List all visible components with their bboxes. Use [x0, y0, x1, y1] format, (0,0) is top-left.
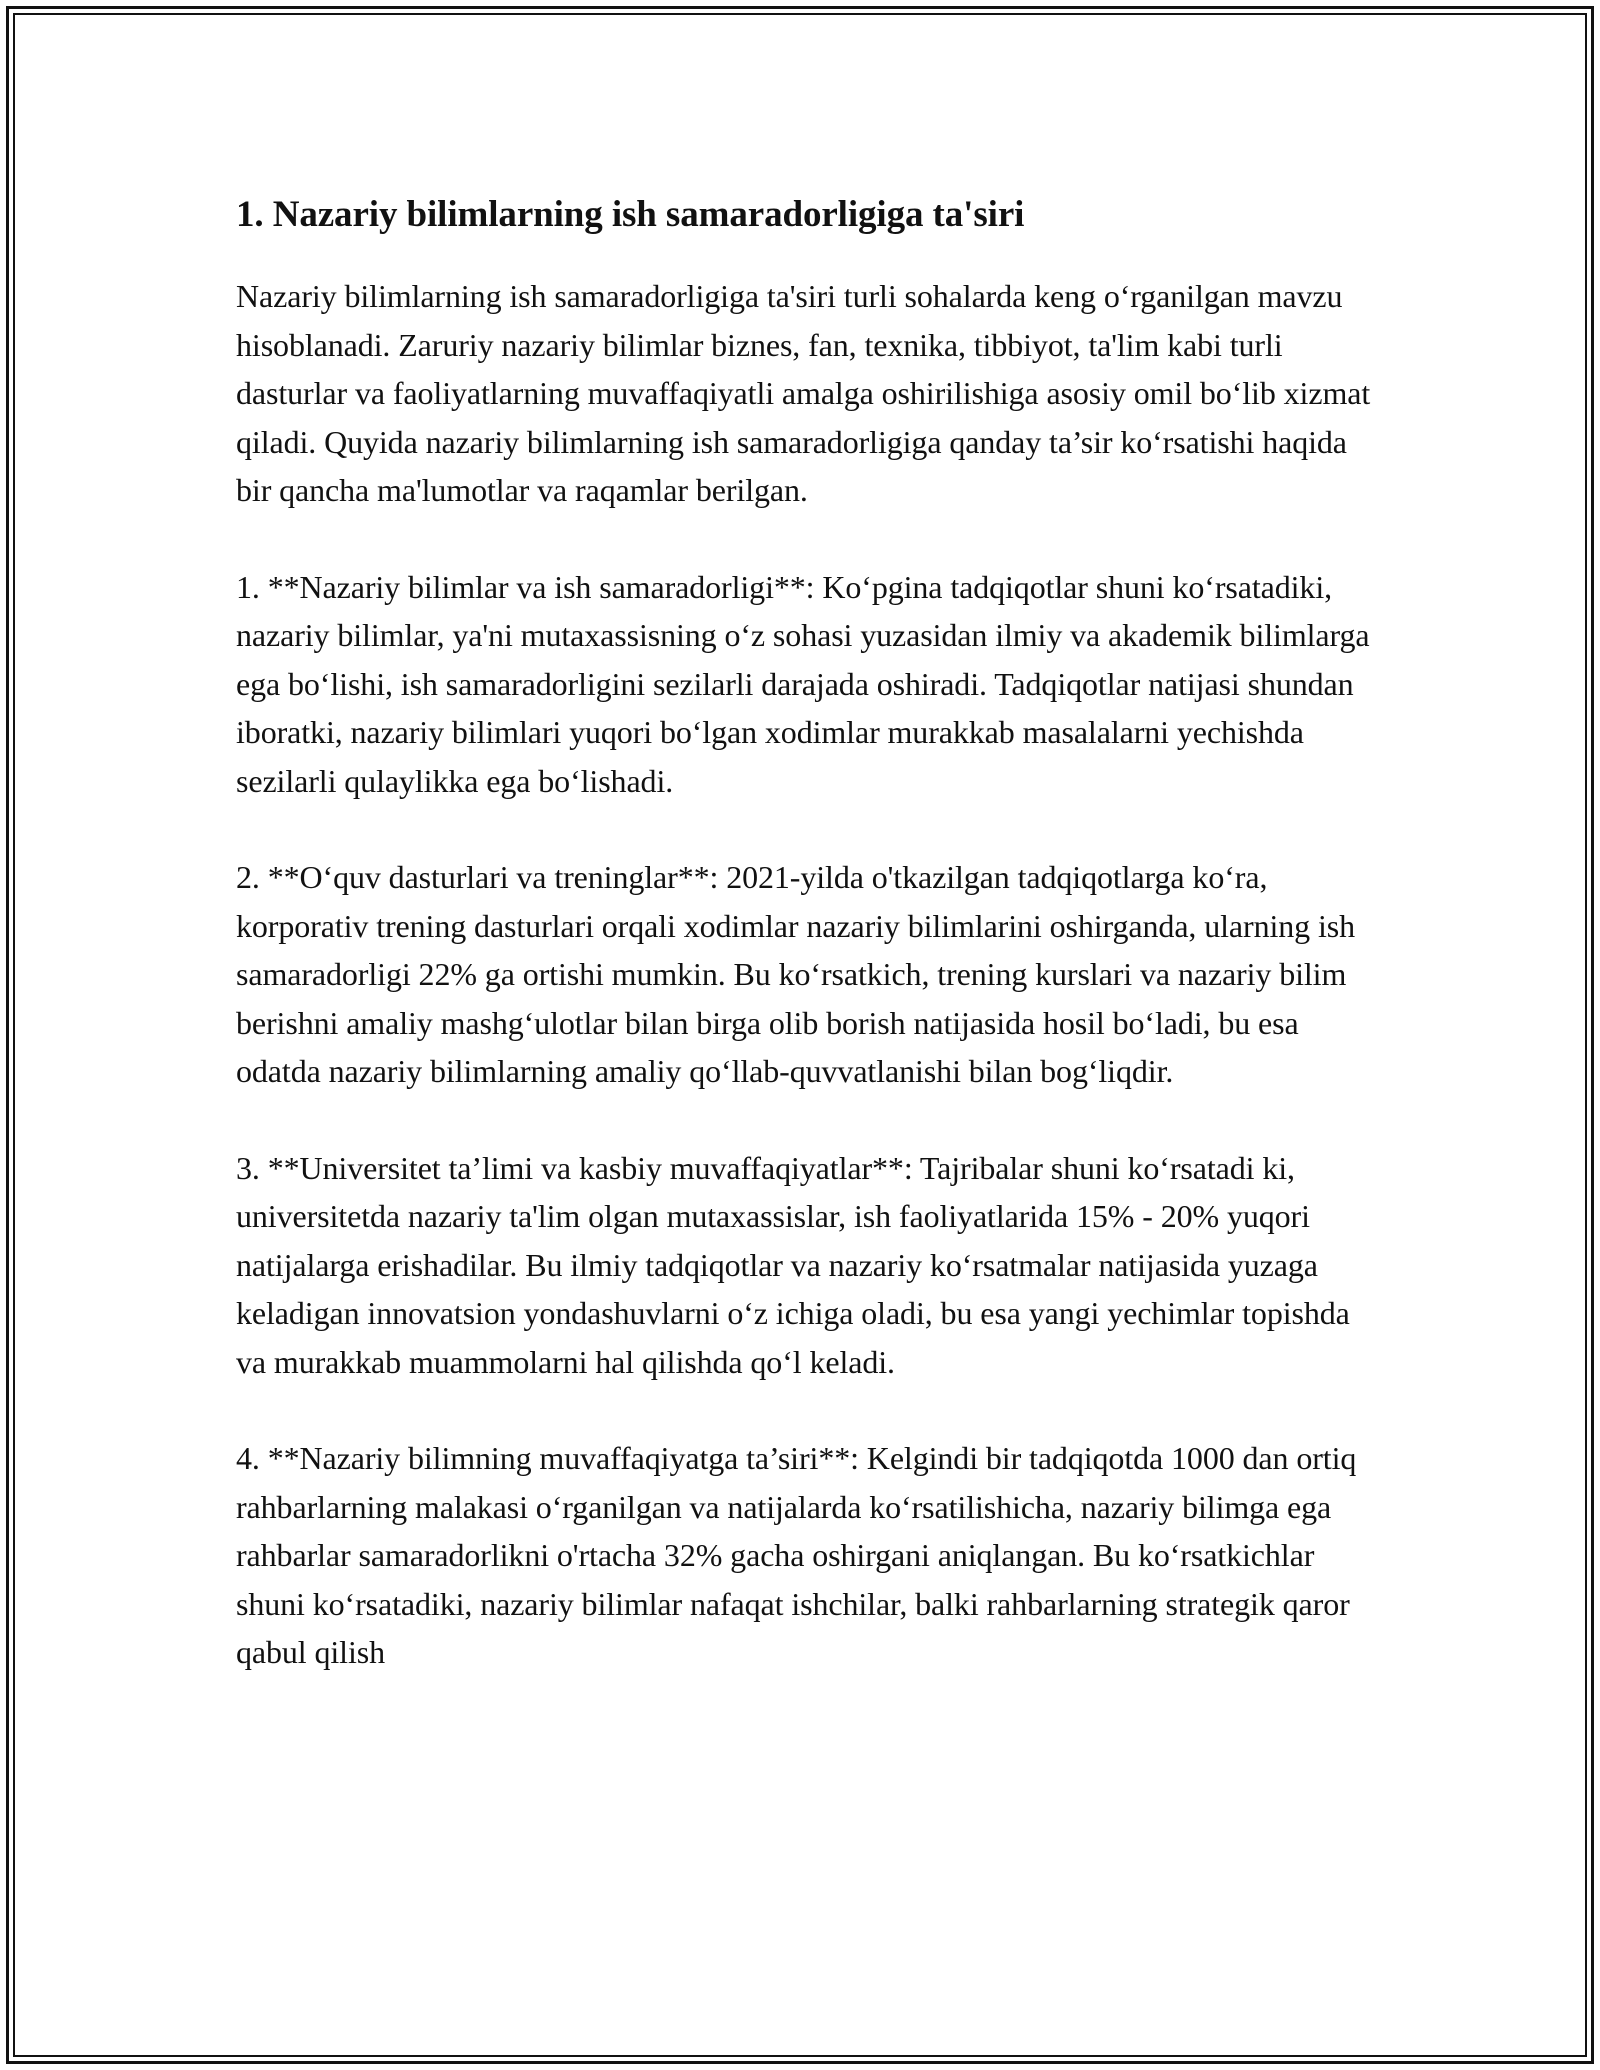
paragraph-point-2: 2. **O‘quv dasturlari va treninglar**: 2021-yilda o'tkazilgan tadqiqotlarga ko‘ra, korporativ trening dasturlari orqali xodimlar nazariy bilimlarini oshirganda, ularning ish samaradorligi 22% ga ortishi mumkin. Bu ko‘rsatkich, trening kurslari va nazariy bilim berishni amaliy mashg‘ulotlar bilan birga olib borish natijasida hosil bo‘ladi, bu esa odatda nazariy bilimlarning amaliy qo‘llab-quvvatlanishi bilan bog‘liqdir. — [236, 859, 1356, 1089]
section-heading: 1. Nazariy bilimlarning ish samaradorligiga ta'siri — [236, 194, 1025, 235]
document-body — [236, 188, 1376, 1677]
paragraph-intro: Nazariy bilimlarning ish samaradorligiga ta'siri turli sohalarda keng o‘rganilgan mavzu hisoblanadi. Zaruriy nazariy bilimlar biznes, fan, texnika, tibbiyot, ta'lim kabi turli dasturlar va faoliyatlarning muvaffaqiyatli amalga oshirilishiga asosiy omil bo‘lib xizmat qiladi. Quyida nazariy bilimlarning ish samaradorligiga qanday ta’sir ko‘rsatishi haqida bir qancha ma'lumotlar va raqamlar berilgan. — [236, 278, 1371, 508]
paragraph-point-1: 1. **Nazariy bilimlar va ish samaradorligi**: Ko‘pgina tadqiqotlar shuni ko‘rsatadiki, nazariy bilimlar, ya'ni mutaxassisning o‘z sohasi yuzasidan ilmiy va akademik bilimlarga ega bo‘lishi, ish samaradorligini sezilarli darajada oshiradi. Tadqiqotlar natijasi shundan iboratki, nazariy bilimlari yuqori bo‘lgan xodimlar murakkab masalalarni yechishda sezilarli qulaylikka ega bo‘lishadi. — [236, 568, 1370, 799]
paragraph-point-3: 3. **Universitet ta’limi va kasbiy muvaffaqiyatlar**: Tajribalar shuni ko‘rsatadi ki, universitetda nazariy ta'lim olgan mutaxassislar, ish faoliyatlarida 15% - 20% yuqori natijalarga erishadilar. Bu ilmiy tadqiqotlar va nazariy ko‘rsatmalar natijasida yuzaga keladigan innovatsion yondashuvlarni o‘z ichiga oladi, bu esa yangi yechimlar topishda va murakkab muammolarni hal qilishda qo‘l keladi. — [236, 1149, 1350, 1380]
paragraph-point-4: 4. **Nazariy bilimning muvaffaqiyatga ta’siri**: Kelgindi bir tadqiqotda 1000 dan ortiq rahbarlarning malakasi o‘rganilgan va natijalarda ko‘rsatilishicha, nazariy bilimga ega rahbarlar samaradorlikni o'rtacha 32% gacha oshirgani aniqlangan. Bu ko‘rsatkichlar shuni ko‘rsatadiki, nazariy bilimlar nafaqat ishchilar, balki rahbarlarning strategik qaror qabul qilish — [236, 1440, 1357, 1670]
